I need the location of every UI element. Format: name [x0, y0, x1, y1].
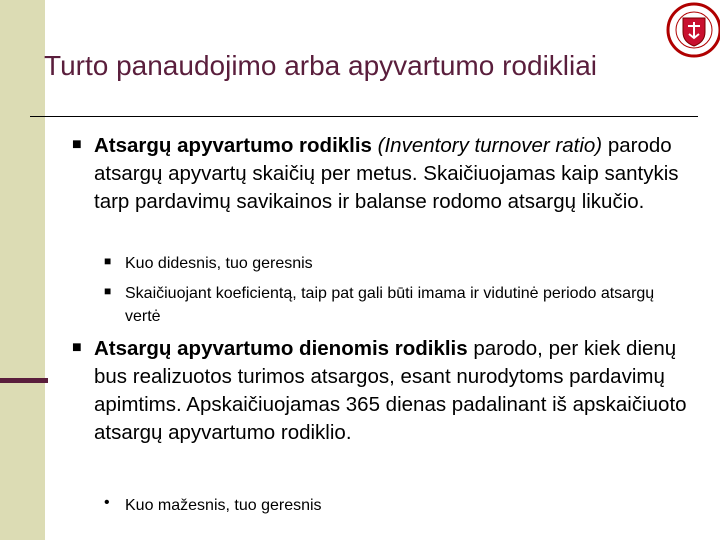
sub-bullet-text: Kuo mažesnis, tuo geresnis — [125, 497, 322, 514]
sub-bullet-higher-better — [104, 252, 684, 275]
bullet-inventory-turnover — [72, 132, 692, 216]
round-bullet-icon: • — [104, 494, 110, 511]
square-bullet-icon: ■ — [104, 284, 112, 298]
sub-bullet-average-value — [104, 282, 684, 328]
bullet-inventory-days — [72, 335, 692, 447]
bullet-text — [94, 132, 692, 216]
sub-bullet-lower-better — [104, 494, 684, 517]
square-bullet-icon: ■ — [72, 136, 82, 153]
bullet-text — [94, 335, 692, 447]
slide-title: Turto panaudojimo arba apyvartumo rodikliai — [44, 50, 598, 81]
bullet-italic-term: (Inventory turnover ratio) — [371, 134, 603, 157]
bullet-body: parodo atsargų apyvartų skaičių per metus. Skaičiuojamas kaip santykis tarp pardavimų savikainos ir balanse rodomo atsargų likučio. — [94, 134, 679, 213]
square-bullet-icon: ■ — [72, 339, 82, 356]
bullet-bold-term: Atsargų apyvartumo rodiklis — [94, 134, 372, 157]
square-bullet-icon: ■ — [104, 254, 112, 268]
sub-bullet-text: Kuo didesnis, tuo geresnis — [125, 255, 313, 272]
bullet-body: parodo, per kiek dienų bus realizuotos turimos atsargos, esant nurodytoms pardavimų apimtims. Apskaičiuojamas 365 dienas padalinant iš apskaičiuoto atsargų apyvartumo rodiklio. — [94, 337, 687, 444]
bullet-bold-term: Atsargų apyvartumo dienomis rodiklis — [94, 337, 468, 360]
sub-bullet-text: Skaičiuojant koeficientą, taip pat gali būti imama ir vidutinė periodo atsargų vertė — [125, 285, 655, 325]
